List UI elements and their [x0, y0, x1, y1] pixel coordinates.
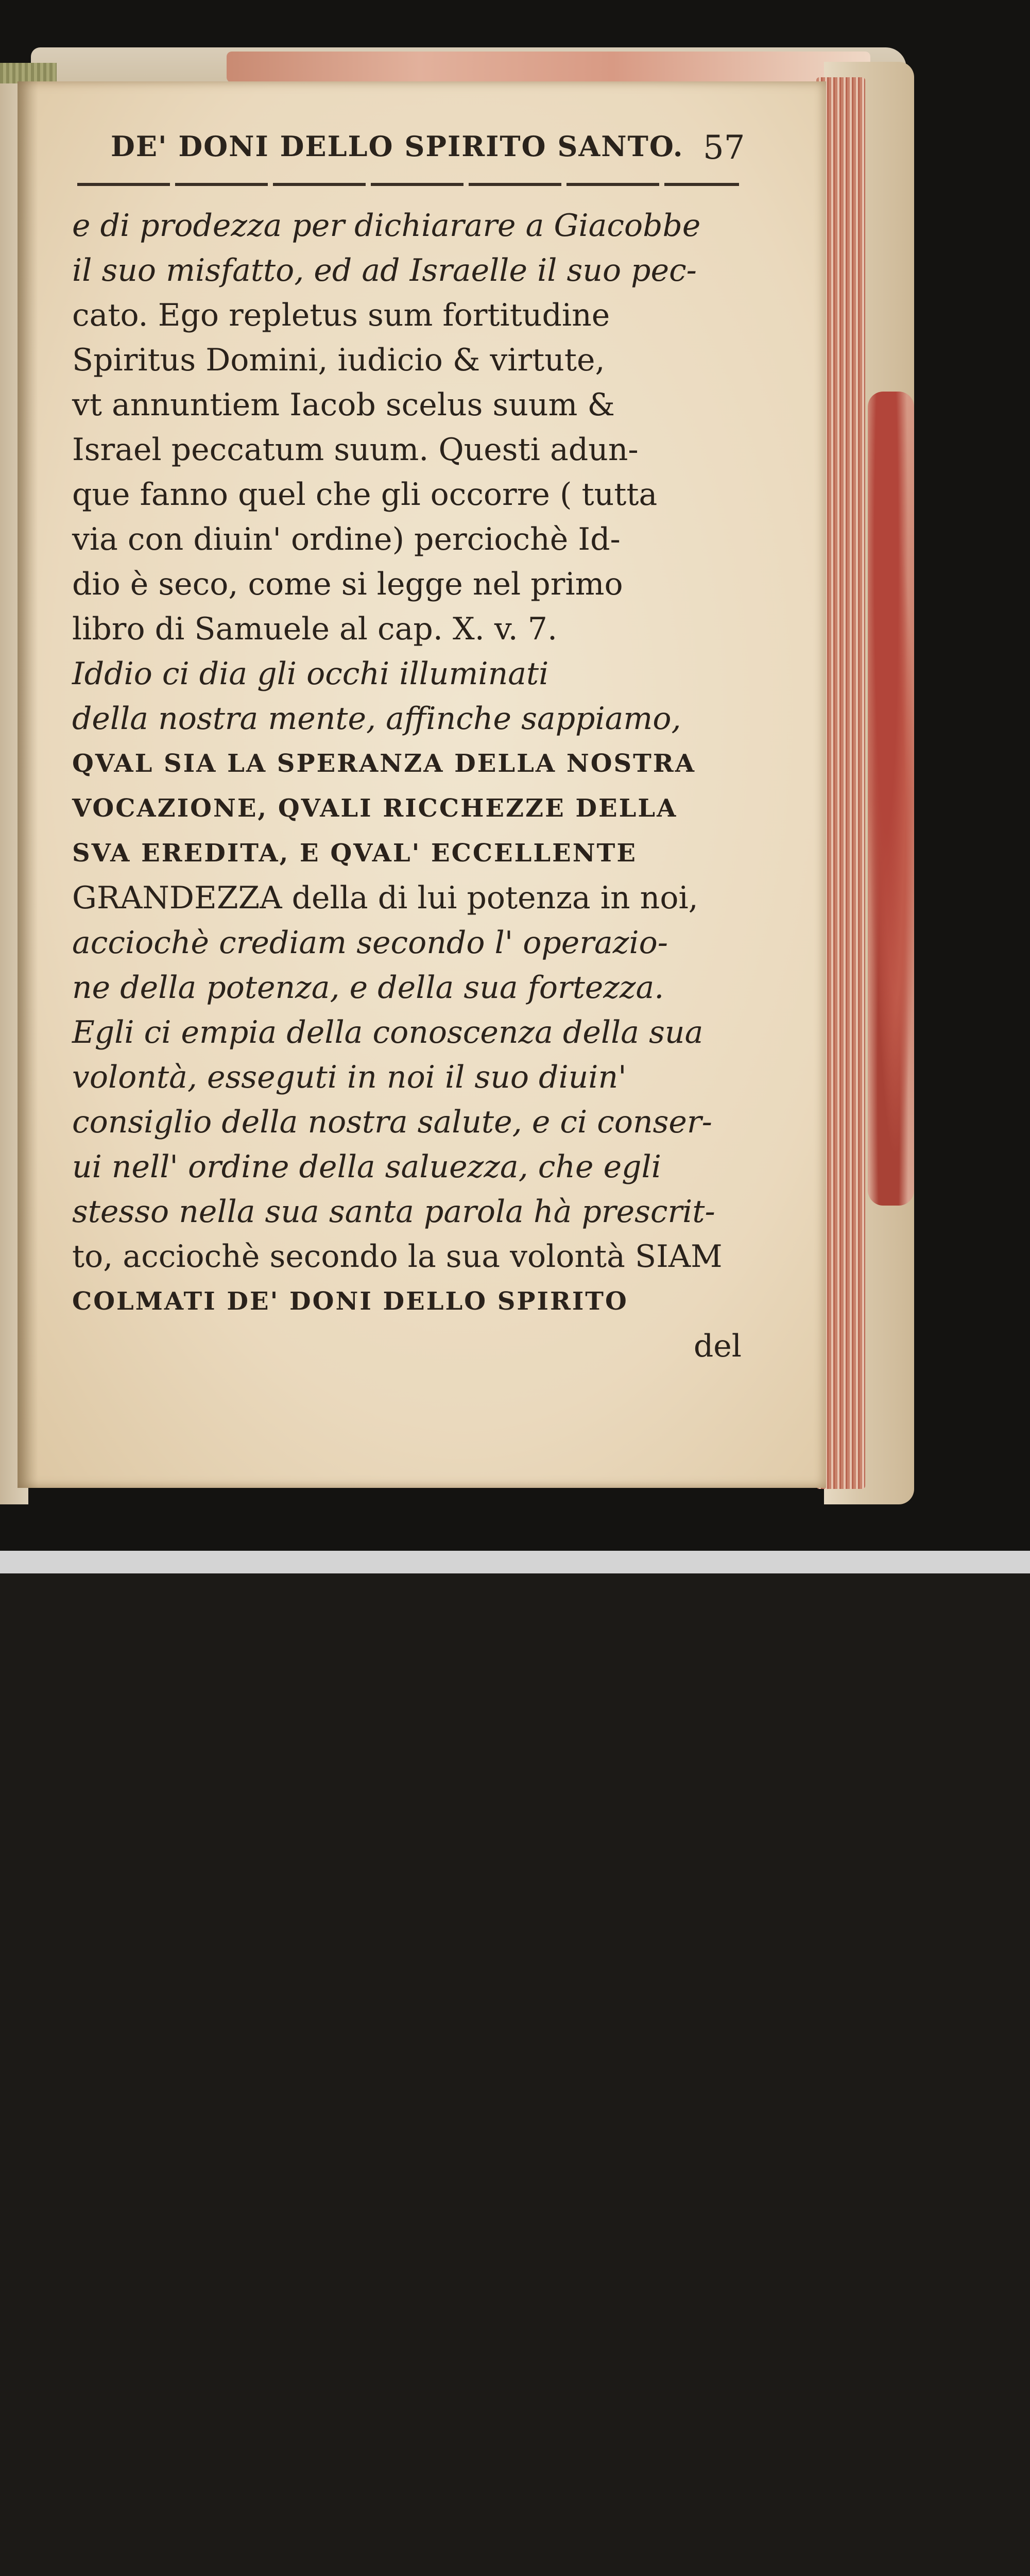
- catchword-text: del: [693, 1328, 742, 1364]
- text-line-content: cato. Ego repletus sum fortitudine: [72, 297, 610, 333]
- text-line: [72, 921, 742, 965]
- text-line: [72, 965, 742, 1010]
- running-head: DE' DONI DELLO SPIRITO SANTO.: [111, 130, 684, 163]
- viewer-footer: [0, 1551, 1030, 1573]
- page-number: 57: [703, 129, 745, 167]
- text-line-content: vt annuntiem Iacob scelus suum &: [72, 387, 615, 423]
- text-line-content: GRANDEZZA della di lui potenza in noi,: [72, 880, 698, 916]
- text-line-content: Egli ci empia della conoscenza della sua: [72, 1014, 703, 1050]
- text-line: [72, 204, 742, 248]
- text-line: [72, 1145, 742, 1190]
- text-line-content: Israel peccatum suum. Questi adun-: [72, 432, 639, 468]
- text-line-content: to, acciochè secondo la sua volontà SIAM: [72, 1239, 723, 1275]
- text-line: [72, 697, 742, 741]
- text-line: [72, 248, 742, 293]
- text-line-content: SVA EREDITA, E QVAL' ECCELLENTE: [72, 839, 637, 868]
- text-line: [72, 741, 742, 786]
- text-line: [72, 831, 742, 876]
- text-line-content: dio è seco, come si legge nel primo: [72, 566, 623, 602]
- text-line: [72, 383, 742, 428]
- text-line-content: e di prodezza per dichiarare a Giacobbe: [72, 208, 701, 244]
- text-line-content: QVAL SIA LA SPERANZA DELLA NOSTRA: [72, 749, 696, 778]
- text-line-content: consiglio della nostra salute, e ci conser-: [72, 1104, 712, 1140]
- text-line-content: via con diuin' ordine) perciochè Id-: [72, 521, 621, 557]
- text-line: [72, 338, 742, 383]
- text-line-content: il suo misfatto, ed ad Israelle il suo pec-: [72, 252, 697, 289]
- text-line-content: ne della potenza, e della sua fortezza.: [72, 970, 664, 1006]
- text-line: [72, 293, 742, 338]
- text-line-content: stesso nella sua santa parola hà prescrit-: [72, 1194, 715, 1230]
- text-line: [72, 652, 742, 697]
- text-line: [72, 876, 742, 921]
- text-line-content: acciochè crediam secondo l' operazio-: [72, 925, 668, 961]
- text-line: [72, 786, 742, 831]
- text-line-content: libro di Samuele al cap. X. v. 7.: [72, 611, 558, 647]
- text-line-content: della nostra mente, affinche sappiamo,: [72, 701, 681, 737]
- text-line-content: que fanno quel che gli occorre ( tutta: [72, 477, 658, 513]
- text-line: [72, 1100, 742, 1145]
- text-line: [72, 517, 742, 562]
- catchword: [72, 1324, 742, 1369]
- text-line-content: COLMATI DE' DONI DELLO SPIRITO: [72, 1287, 628, 1316]
- text-line: [72, 428, 742, 472]
- text-line: [72, 1010, 742, 1055]
- top-marbled-band: [227, 52, 870, 82]
- marbled-edge: [868, 392, 914, 1206]
- text-line: [72, 1279, 742, 1324]
- text-line-content: Iddio ci dia gli occhi illuminati: [72, 656, 549, 692]
- text-line-content: Spiritus Domini, iudicio & virtute,: [72, 342, 605, 378]
- text-line: [72, 472, 742, 517]
- text-line: [72, 1190, 742, 1234]
- text-line-content: volontà, esseguti in noi il suo diuin': [72, 1059, 627, 1095]
- header-rule: [77, 183, 739, 186]
- text-line: [72, 1055, 742, 1100]
- text-line-content: VOCAZIONE, QVALI RICCHEZZE DELLA: [72, 794, 678, 823]
- text-line: [72, 1234, 742, 1279]
- gutter-shadow: [18, 81, 38, 1488]
- body-text: [72, 204, 742, 1369]
- text-line: [72, 562, 742, 607]
- text-line: [72, 607, 742, 652]
- text-line-content: ui nell' ordine della saluezza, che egli: [72, 1149, 661, 1185]
- ribbon-bookmark: [0, 63, 57, 83]
